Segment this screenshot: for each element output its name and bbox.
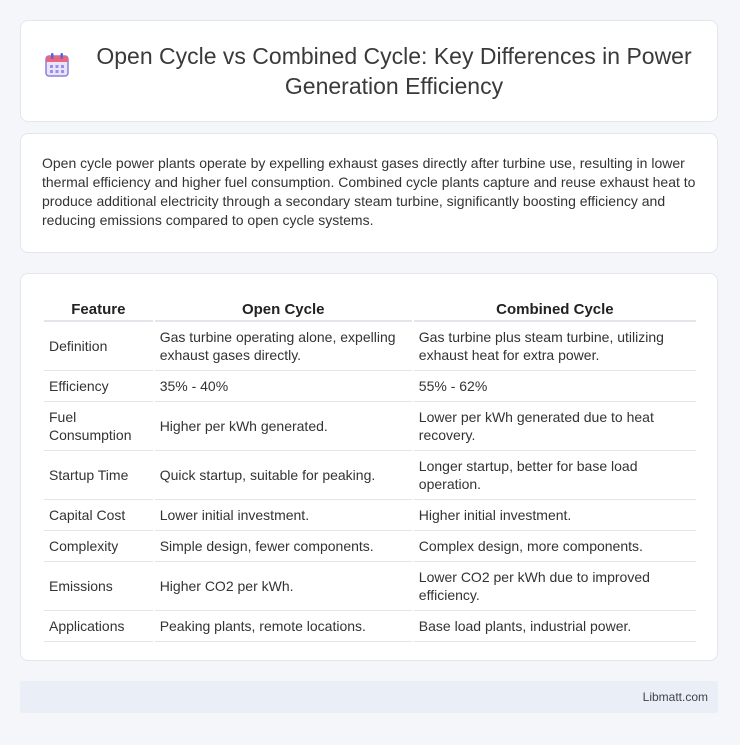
table-row <box>44 562 696 611</box>
open-cycle-cell: Peaking plants, remote locations. <box>155 611 412 642</box>
open-cycle-cell: 35% - 40% <box>155 371 412 402</box>
combined-cycle-cell: 55% - 62% <box>414 371 696 402</box>
table-row <box>44 371 696 402</box>
feature-cell: Emissions <box>44 562 153 611</box>
header-feature: Feature <box>44 294 153 322</box>
feature-cell: Fuel Consumption <box>44 402 153 451</box>
comparison-card <box>20 273 718 661</box>
feature-cell: Complexity <box>44 531 153 562</box>
table-row <box>44 611 696 642</box>
open-cycle-cell: Gas turbine operating alone, expelling exhaust gases directly. <box>155 322 412 371</box>
title-card <box>20 20 718 122</box>
comparison-table <box>42 294 698 642</box>
header-open-cycle: Open Cycle <box>155 294 412 322</box>
open-cycle-cell: Higher per kWh generated. <box>155 402 412 451</box>
table-row <box>44 531 696 562</box>
feature-cell: Definition <box>44 322 153 371</box>
page-title: Open Cycle vs Combined Cycle: Key Differences in Power Generation Efficiency <box>96 43 692 99</box>
combined-cycle-cell: Lower per kWh generated due to heat recovery. <box>414 402 696 451</box>
feature-cell: Applications <box>44 611 153 642</box>
combined-cycle-cell: Base load plants, industrial power. <box>414 611 696 642</box>
header-combined-cycle: Combined Cycle <box>414 294 696 322</box>
open-cycle-cell: Lower initial investment. <box>155 500 412 531</box>
combined-cycle-cell: Lower CO2 per kWh due to improved efficiency. <box>414 562 696 611</box>
table-row <box>44 451 696 500</box>
footer-brand-link[interactable]: Libmatt.com <box>642 690 708 704</box>
open-cycle-cell: Simple design, fewer components. <box>155 531 412 562</box>
title-wrap <box>21 41 717 101</box>
feature-cell: Startup Time <box>44 451 153 500</box>
feature-cell: Efficiency <box>44 371 153 402</box>
calendar-icon <box>43 51 71 79</box>
combined-cycle-cell: Complex design, more components. <box>414 531 696 562</box>
table-row <box>44 500 696 531</box>
table-row <box>44 402 696 451</box>
intro-text: Open cycle power plants operate by expelling exhaust gases directly after turbine use, resulting in lower thermal efficiency and higher fuel consumption. Combined cycle plants capture and reuse exhaust heat to produce additional electricity through a secondary steam turbine, significantly boosting efficiency and reducing emissions compared to open cycle systems. <box>42 155 696 228</box>
footer <box>20 681 718 713</box>
combined-cycle-cell: Higher initial investment. <box>414 500 696 531</box>
combined-cycle-cell: Longer startup, better for base load operation. <box>414 451 696 500</box>
table-row <box>44 322 696 371</box>
feature-cell: Capital Cost <box>44 500 153 531</box>
intro-card <box>20 133 718 253</box>
combined-cycle-cell: Gas turbine plus steam turbine, utilizing exhaust heat for extra power. <box>414 322 696 371</box>
open-cycle-cell: Quick startup, suitable for peaking. <box>155 451 412 500</box>
open-cycle-cell: Higher CO2 per kWh. <box>155 562 412 611</box>
table-header-row <box>44 294 696 322</box>
